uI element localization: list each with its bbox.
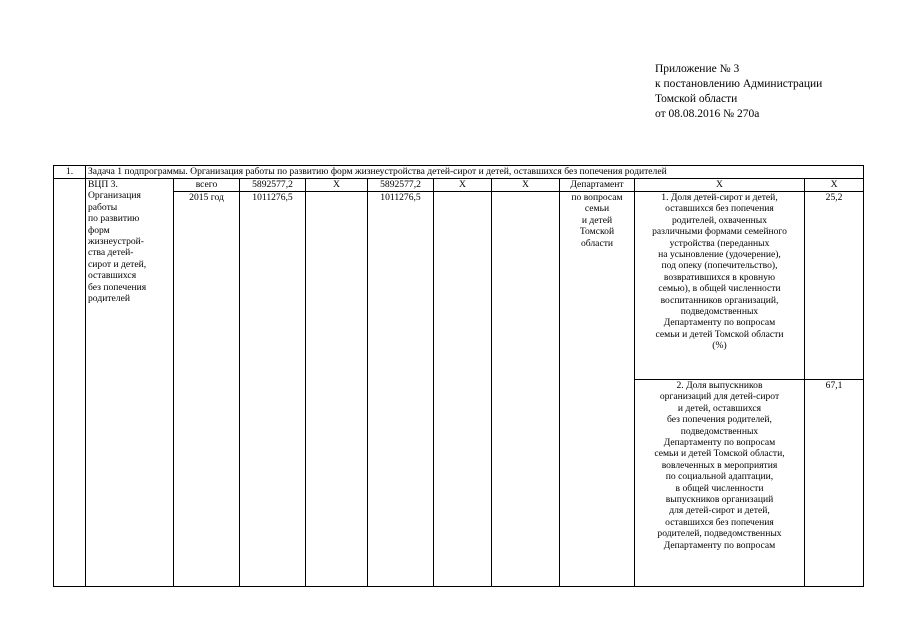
local-2015: [434, 192, 492, 587]
executor-line: по вопросам: [571, 192, 623, 203]
indicator-1-line: воспитанников организаций,: [660, 294, 779, 306]
vcp-name-cell: [86, 179, 174, 587]
value-1-cell: 25,2: [805, 192, 864, 380]
indicator-1-line: оставшихся без попечения: [665, 203, 774, 215]
vcp-name-line: без попечения: [88, 281, 147, 293]
indicator-2-line: Департаменту по вопросам: [663, 539, 776, 551]
indicator-2-line: подведомственных: [680, 425, 759, 437]
other-amount: X: [492, 179, 560, 192]
vcp-name-line: сирот и детей,: [88, 258, 147, 270]
indicator-1-line: родителей, охваченных: [672, 214, 767, 226]
year-2015-row: [54, 192, 864, 380]
task-row: [54, 166, 864, 179]
indicator-2-line: организаций для детей-сирот: [659, 391, 780, 403]
indicator-1-line: под опеку (попечительство),: [661, 260, 778, 272]
vcp-name-line: Организация: [88, 190, 141, 202]
total-amount: 5892577,2: [240, 179, 306, 192]
executor-line: Томской: [579, 226, 615, 238]
total-2015: 1011276,5: [240, 192, 306, 587]
task-number: 1.: [54, 166, 86, 179]
indicator-2-cell: [635, 380, 805, 587]
period-total: всего: [174, 179, 240, 192]
executor-header: Департамент: [560, 179, 635, 192]
appendix-date: от 08.08.2016 № 270а: [655, 108, 760, 120]
local-amount: X: [434, 179, 492, 192]
vcp-total-row: [54, 179, 864, 192]
indicator-2-line: для детей-сирот и детей,: [669, 505, 770, 517]
regional-2015: 1011276,5: [368, 192, 434, 587]
indicator-2-line: вовлеченных в мероприятия: [661, 459, 778, 471]
indicator-1-cell: [635, 192, 805, 380]
indicator-2-line: без попечения родителей,: [667, 414, 772, 426]
indicator-2-line: по социальной адаптации,: [665, 471, 774, 483]
indicator-2-line: в общей численности: [675, 482, 764, 494]
indicator-1-line: (%): [712, 340, 727, 352]
indicator-1-line: устройства (переданных: [669, 237, 770, 249]
federal-amount: X: [306, 179, 368, 192]
indicator-1-line: на усыновление (удочерение),: [658, 249, 781, 261]
task-title: Задача 1 подпрограммы. Организация работы по развитию форм жизнеустройства детей-сирот и детей, оставшихся без попечения родителей: [86, 166, 864, 179]
appendix-region: Томской области: [655, 93, 738, 105]
indicator-1-line: Департаменту по вопросам: [663, 317, 776, 329]
indicator-1-line: семью), в общей численности: [658, 283, 781, 295]
vcp-name-line: по развитию: [88, 213, 140, 225]
indicator-2-line: родителей, подведомственных: [657, 528, 782, 540]
appendix-number: Приложение № 3: [655, 63, 740, 75]
indicator-2-line: выпускников организаций: [665, 494, 774, 506]
executor-line: и детей: [581, 214, 613, 226]
appendix-resolution: к постановлению Администрации: [655, 78, 823, 90]
empty-number-cell: [54, 179, 86, 587]
indicator-1-line: 1. Доля детей-сирот и детей,: [661, 192, 778, 203]
program-table: [53, 165, 864, 587]
federal-2015: [306, 192, 368, 587]
vcp-name-line: ВЦП 3.: [88, 179, 118, 190]
indicator-2-line: Департаменту по вопросам: [663, 437, 776, 449]
vcp-name-line: работы: [88, 201, 118, 213]
indicator-total: X: [635, 179, 805, 192]
executor-line: области: [580, 237, 614, 249]
executor-line: семьи: [584, 203, 610, 215]
regional-amount: 5892577,2: [368, 179, 434, 192]
indicator-2-line: семьи и детей Томской области,: [654, 448, 785, 460]
value-2-cell: 67,1: [805, 380, 864, 587]
indicator-1-line: различными формами семейного: [652, 226, 787, 238]
vcp-name-line: оставшихся: [88, 270, 137, 282]
indicator-1-line: подведомственных: [680, 306, 759, 318]
indicator-2-line: и детей, оставшихся: [677, 402, 762, 414]
vcp-name-line: родителей: [88, 293, 130, 305]
appendix-header: [655, 62, 822, 122]
indicator-1-line: семьи и детей Томской области: [655, 328, 784, 340]
indicator-2-line: оставшихся без попечения: [665, 516, 774, 528]
other-2015: [492, 192, 560, 587]
vcp-name-line: форм: [88, 224, 110, 236]
vcp-name-line: ства детей-: [88, 247, 134, 259]
executor-cell: [560, 192, 635, 587]
indicator-2-line: 2. Доля выпускников: [676, 380, 763, 391]
indicator-1-line: возвратившихся в кровную: [663, 271, 776, 283]
vcp-name-line: жизнеустрой-: [88, 236, 144, 248]
value-total: X: [805, 179, 864, 192]
period-2015: 2015 год: [174, 192, 240, 587]
